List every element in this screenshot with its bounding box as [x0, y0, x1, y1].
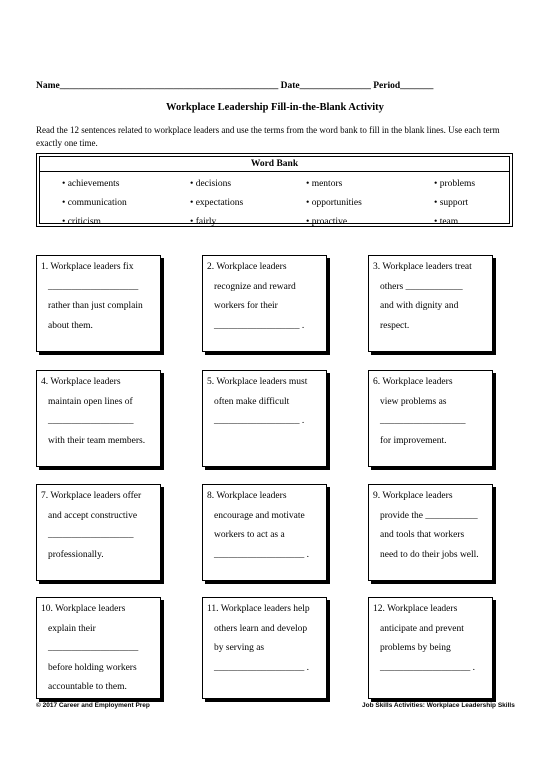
question-text-line: ___________________ — [48, 281, 139, 292]
question-card — [36, 255, 161, 352]
word-bank-item: • opportunities — [306, 198, 362, 208]
question-text-line: ___________________ . — [380, 662, 475, 673]
question-text-line: professionally. — [48, 549, 104, 560]
question-card — [36, 484, 161, 581]
question-text-line: by serving as — [214, 643, 265, 653]
word-bank — [36, 153, 513, 227]
question-text-line: need to do their jobs well. — [380, 549, 479, 560]
word-bank-item: • expectations — [190, 198, 244, 208]
question-text-start: 9. Workplace leaders — [373, 491, 453, 501]
question-text-line: recognize and reward — [214, 281, 296, 292]
word-bank-item: • decisions — [190, 179, 232, 189]
question-text-line: anticipate and prevent — [380, 623, 464, 634]
question-text-start: 3. Workplace leaders treat — [373, 262, 472, 272]
question-text-line: others learn and develop — [214, 623, 308, 634]
word-bank-item: • criticism — [62, 217, 101, 227]
question-text-start: 10. Workplace leaders — [41, 604, 126, 614]
question-card — [368, 597, 493, 699]
word-bank-item: • achievements — [62, 179, 120, 189]
question-text-line: with their team members. — [48, 435, 146, 446]
question-text-line: explain their — [48, 623, 96, 634]
instructions: Read the 12 sentences related to workplace leaders and use the terms from the word bank to fill in the blank lines. Use each term exactly one time. — [36, 125, 500, 148]
question-text-line: workers to act as a — [214, 530, 285, 540]
question-card — [368, 484, 493, 581]
question-text-line: ___________________ . — [214, 662, 309, 673]
question-text-line: rather than just complain — [48, 301, 143, 311]
question-card — [368, 370, 493, 467]
question-card — [202, 255, 327, 352]
footer-copyright: © 2017 Career and Employment Prep — [36, 702, 150, 709]
question-card — [36, 597, 161, 699]
word-bank-item: • communication — [62, 198, 127, 208]
question-card — [368, 255, 493, 352]
footer-series: Job Skills Activities: Workplace Leadership Skills — [362, 702, 515, 709]
question-text-line: accountable to them. — [48, 682, 127, 692]
question-text-line: workers for their — [214, 301, 278, 311]
word-bank-item: • proactive — [306, 217, 348, 227]
question-text-line: and tools that workers — [380, 530, 465, 540]
question-text-line: about them. — [48, 320, 93, 331]
question-text-line: often make difficult — [214, 396, 290, 407]
question-text-start: 8. Workplace leaders — [207, 491, 287, 501]
question-text-line: and with dignity and — [380, 301, 459, 311]
question-card — [202, 370, 327, 467]
question-card — [202, 484, 327, 581]
word-bank-item: • problems — [434, 179, 476, 189]
question-text-start: 12. Workplace leaders — [373, 604, 458, 614]
question-text-line: __________________ — [380, 416, 466, 426]
question-text-line: ___________________ — [48, 643, 139, 653]
question-card — [36, 370, 161, 467]
question-text-start: 5. Workplace leaders must — [207, 377, 308, 387]
question-text-line: problems by being — [380, 643, 451, 653]
question-card — [202, 597, 327, 699]
question-text-line: others ____________ — [380, 281, 463, 292]
word-bank-item: • team — [434, 217, 459, 227]
word-bank-title: Word Bank — [40, 158, 509, 172]
question-text-start: 7. Workplace leaders offer — [41, 491, 142, 501]
question-text-line: __________________ . — [214, 320, 305, 331]
question-text-line: ___________________ . — [214, 549, 309, 560]
question-text-line: for improvement. — [380, 435, 447, 446]
question-text-line: __________________ — [48, 416, 134, 426]
question-text-line: maintain open lines of — [48, 396, 133, 407]
question-text-line: provide the ___________ — [380, 510, 478, 521]
name-date-period-line: Name______________________________________________ Date_______________ Period_______ — [36, 81, 434, 91]
word-bank-item: • mentors — [306, 179, 343, 189]
question-text-line: encourage and motivate — [214, 510, 305, 521]
question-text-line: __________________ — [48, 530, 134, 540]
question-text-line: before holding workers — [48, 662, 137, 673]
word-bank-item: • support — [434, 198, 469, 208]
question-text-line: and accept constructive — [48, 510, 138, 521]
question-text-start: 2. Workplace leaders — [207, 262, 287, 272]
page-title: Workplace Leadership Fill-in-the-Blank Activity — [166, 102, 384, 113]
question-text-line: __________________ . — [214, 416, 305, 426]
word-bank-item: • fairly — [190, 217, 217, 227]
question-text-start: 6. Workplace leaders — [373, 377, 453, 387]
word-bank-inner — [39, 156, 510, 227]
question-text-line: respect. — [380, 320, 410, 331]
question-text-start: 4. Workplace leaders — [41, 377, 121, 387]
question-text-start: 1. Workplace leaders fix — [41, 262, 134, 272]
question-text-line: view problems as — [380, 396, 447, 407]
question-text-start: 11. Workplace leaders help — [207, 604, 310, 614]
